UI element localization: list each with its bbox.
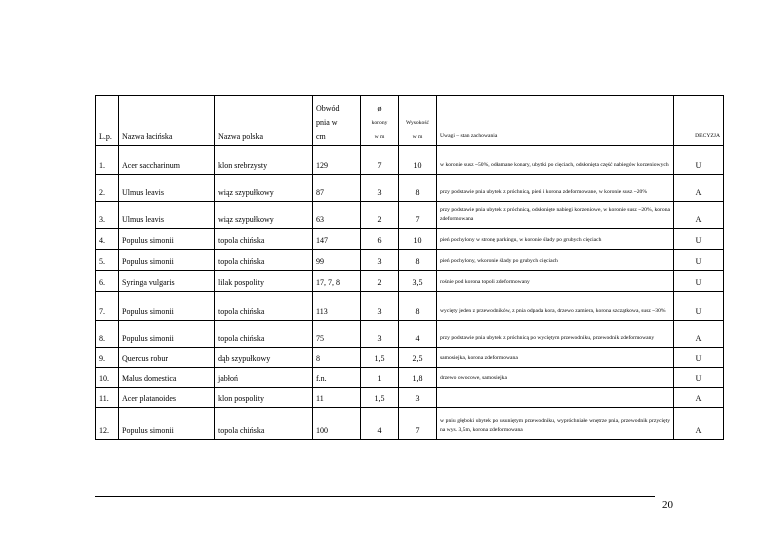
cell-girth: 147 — [313, 229, 361, 250]
cell-lp: 12. — [96, 408, 119, 440]
tree-inventory-table — [95, 95, 724, 440]
table-row — [96, 271, 724, 292]
table-row — [96, 146, 724, 175]
cell-lp: 8. — [96, 321, 119, 348]
header-crown-line2: korony — [371, 120, 388, 126]
cell-decision: U — [674, 348, 724, 368]
cell-girth: 17, 7, 8 — [313, 271, 361, 292]
cell-height: 3,5 — [399, 271, 437, 292]
cell-latin-name: Populus simonii — [119, 321, 215, 348]
cell-girth: 11 — [313, 388, 361, 408]
header-lp: L.p. — [96, 96, 119, 146]
cell-height: 10 — [399, 146, 437, 175]
table-row — [96, 348, 724, 368]
cell-polish-name: wiąz szypułkowy — [215, 175, 313, 202]
cell-decision: U — [674, 146, 724, 175]
cell-polish-name: topola chińska — [215, 292, 313, 321]
cell-polish-name: jabłoń — [215, 368, 313, 388]
cell-polish-name: topola chińska — [215, 229, 313, 250]
header-crown-line3: w m — [374, 134, 385, 140]
cell-remarks: przy podstawie pnia ubytek z próchnicą po wyciętym przewodniku, przewodnik zdeformowany — [437, 321, 674, 348]
cell-height: 8 — [399, 175, 437, 202]
cell-polish-name: dąb szypułkowy — [215, 348, 313, 368]
cell-girth: 8 — [313, 348, 361, 368]
cell-latin-name: Populus simonii — [119, 408, 215, 440]
cell-girth: 75 — [313, 321, 361, 348]
cell-decision: A — [674, 202, 724, 229]
cell-remarks: pień pochylony w stronę parkingu, w koronie ślady po grubych cięciach — [437, 229, 674, 250]
cell-polish-name: topola chińska — [215, 321, 313, 348]
cell-polish-name: topola chińska — [215, 250, 313, 271]
cell-polish-name: lilak pospolity — [215, 271, 313, 292]
cell-lp: 10. — [96, 368, 119, 388]
table-row — [96, 250, 724, 271]
header-girth-line3: cm — [316, 132, 326, 141]
cell-girth: 113 — [313, 292, 361, 321]
header-height — [399, 96, 437, 146]
cell-remarks — [437, 388, 674, 408]
header-crown — [361, 96, 399, 146]
cell-latin-name: Acer platanoides — [119, 388, 215, 408]
cell-crown: 2 — [361, 271, 399, 292]
cell-crown: 1 — [361, 368, 399, 388]
cell-crown: 1,5 — [361, 388, 399, 408]
table-row — [96, 175, 724, 202]
cell-decision: A — [674, 388, 724, 408]
table-row — [96, 408, 724, 440]
cell-height: 8 — [399, 250, 437, 271]
cell-height: 1,8 — [399, 368, 437, 388]
cell-decision: U — [674, 271, 724, 292]
cell-lp: 6. — [96, 271, 119, 292]
header-height-line1: Wysokość — [406, 120, 429, 126]
header-remarks: Uwagi – stan zachowania — [437, 96, 674, 146]
cell-polish-name: klon srebrzysty — [215, 146, 313, 175]
table-row — [96, 321, 724, 348]
page-number: 20 — [662, 499, 673, 511]
cell-lp: 9. — [96, 348, 119, 368]
cell-girth: 129 — [313, 146, 361, 175]
cell-girth: 100 — [313, 408, 361, 440]
cell-lp: 5. — [96, 250, 119, 271]
cell-height: 2,5 — [399, 348, 437, 368]
cell-crown: 1,5 — [361, 348, 399, 368]
cell-latin-name: Malus domestica — [119, 368, 215, 388]
cell-height: 10 — [399, 229, 437, 250]
header-decision: DECYZJA — [674, 96, 724, 146]
cell-remarks: w koronie susz ~50%, odłamane konary, ubytki po cięciach, odsłonięta część nabiegów korzeniowych — [437, 146, 674, 175]
cell-latin-name: Syringa vulgaris — [119, 271, 215, 292]
cell-decision: A — [674, 175, 724, 202]
header-height-line2: w m — [412, 134, 423, 140]
cell-girth: f.n. — [313, 368, 361, 388]
cell-latin-name: Acer saccharinum — [119, 146, 215, 175]
cell-girth: 87 — [313, 175, 361, 202]
cell-latin-name: Ulmus leavis — [119, 202, 215, 229]
cell-height: 8 — [399, 292, 437, 321]
cell-latin-name: Quercus robur — [119, 348, 215, 368]
cell-girth: 63 — [313, 202, 361, 229]
cell-crown: 7 — [361, 146, 399, 175]
header-crown-symbol: ø — [377, 104, 382, 113]
footer-divider — [95, 496, 655, 497]
cell-decision: A — [674, 408, 724, 440]
cell-remarks: wycięty jeden z przewodników, z pnia odpada kora, drzewo zamiera, korona szczątkowa, susz ~30% — [437, 292, 674, 321]
cell-lp: 4. — [96, 229, 119, 250]
cell-crown: 3 — [361, 292, 399, 321]
cell-remarks: drzewo owocowe, samosiejka — [437, 368, 674, 388]
cell-latin-name: Ulmus leavis — [119, 175, 215, 202]
table-row — [96, 368, 724, 388]
cell-lp: 3. — [96, 202, 119, 229]
cell-lp: 2. — [96, 175, 119, 202]
cell-lp: 1. — [96, 146, 119, 175]
cell-crown: 3 — [361, 321, 399, 348]
cell-latin-name: Populus simonii — [119, 229, 215, 250]
table-row — [96, 388, 724, 408]
cell-lp: 11. — [96, 388, 119, 408]
cell-crown: 3 — [361, 175, 399, 202]
cell-height: 7 — [399, 202, 437, 229]
cell-crown: 4 — [361, 408, 399, 440]
cell-decision: U — [674, 292, 724, 321]
cell-crown: 6 — [361, 229, 399, 250]
cell-lp: 7. — [96, 292, 119, 321]
cell-height: 7 — [399, 408, 437, 440]
cell-remarks: przy podstawie pnia ubytek z próchnicą, odsłonięte nabiegi korzeniowe, w koronie susz ~20%, korona zdeformowana — [437, 202, 674, 229]
cell-remarks: samosiejka, korona zdeformowana — [437, 348, 674, 368]
cell-crown: 2 — [361, 202, 399, 229]
table-row — [96, 292, 724, 321]
header-polish-name: Nazwa polska — [215, 96, 313, 146]
header-latin-name: Nazwa łacińska — [119, 96, 215, 146]
table-header-row — [96, 96, 724, 146]
cell-latin-name: Populus simonii — [119, 250, 215, 271]
cell-crown: 3 — [361, 250, 399, 271]
cell-polish-name: wiąz szypułkowy — [215, 202, 313, 229]
cell-decision: A — [674, 321, 724, 348]
cell-height: 4 — [399, 321, 437, 348]
cell-remarks: w pniu głęboki ubytek po usuniętym przewodniku, wypróchniałe wnętrze pnia, przewodnik przycięty na wys. 3,5m, korona zdeformowana — [437, 408, 674, 440]
cell-decision: U — [674, 229, 724, 250]
header-girth-line1: Obwód — [316, 104, 340, 113]
cell-decision: U — [674, 250, 724, 271]
cell-decision: U — [674, 368, 724, 388]
cell-latin-name: Populus simonii — [119, 292, 215, 321]
header-girth-line2: pnia w — [316, 118, 338, 127]
header-girth — [313, 96, 361, 146]
table-row — [96, 202, 724, 229]
cell-polish-name: klon pospolity — [215, 388, 313, 408]
cell-remarks: przy podstawie pnia ubytek z próchnicą, pień i korona zdeformowane, w koronie susz ~20% — [437, 175, 674, 202]
cell-height: 3 — [399, 388, 437, 408]
cell-remarks: pień pochylony, wkoronie ślady po grubych cięciach — [437, 250, 674, 271]
table-row — [96, 229, 724, 250]
cell-remarks: rośnie pod korona topoli zdeformowany — [437, 271, 674, 292]
cell-girth: 99 — [313, 250, 361, 271]
cell-polish-name: topola chińska — [215, 408, 313, 440]
